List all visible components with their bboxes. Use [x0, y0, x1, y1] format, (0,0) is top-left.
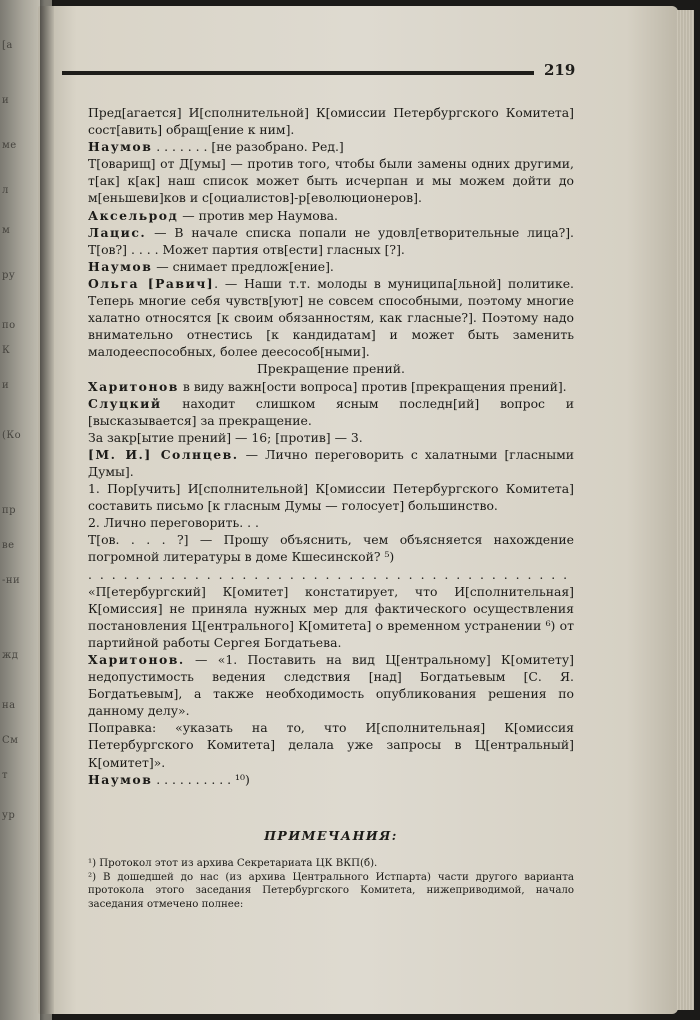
- left-page-fragment: и: [2, 380, 10, 391]
- page-body: [88, 104, 574, 788]
- left-page-fragment: [а: [2, 40, 13, 51]
- speaker-name: Ольга [Равич]: [88, 275, 215, 291]
- paragraph: [88, 531, 574, 565]
- paragraph: [88, 258, 574, 275]
- paragraph-text: — «1. Поставить на вид Ц[ентральному] К[омитету] недопустимость ведения следствия [над] Богдатьевым [С. Я. Богдатьевым], а также необходимость опубликования решения по данному делу».: [88, 652, 574, 719]
- paragraph-text: — В начале списка попали не удовл[етворительные лица?]. Т[ов?] . . . . Может партия отв[ести] гласных [?].: [88, 224, 574, 257]
- paragraph-text: находит слишком ясным последн[ий] вопрос и [высказывается] за прекращение.: [88, 395, 574, 428]
- paragraph-text: — снимает предлож[ение].: [152, 258, 334, 274]
- paragraph: [88, 583, 574, 651]
- left-page-fragment: на: [2, 700, 16, 711]
- page-number: 219: [544, 61, 576, 79]
- paragraph: [88, 771, 574, 788]
- paragraph: [88, 429, 574, 446]
- paragraph-text: . . . . . . . . . . ¹⁰): [152, 771, 250, 787]
- left-page-fragment: жд: [2, 650, 19, 661]
- book-gutter: [40, 0, 54, 1020]
- speaker-name: Аксельрод: [88, 207, 179, 223]
- paragraph: [88, 566, 574, 583]
- paragraph-text: «П[етербургский] К[омитет] констатирует, что И[сполнительная] К[омиссия] не приняла нужных мер для фактического осуществления постановления Ц[ентрального] К[омитета] о временном устранении ⁶) от партийной работы Сергея Богдатьева.: [88, 583, 574, 650]
- speaker-name: Харитонов: [88, 378, 179, 394]
- left-page-fragment: т: [2, 770, 9, 781]
- paragraph: [88, 378, 574, 395]
- left-page-fragment: ме: [2, 140, 17, 151]
- speaker-name: [М. И.] Солнцев.: [88, 446, 239, 462]
- paragraph: [88, 651, 574, 719]
- footnote: ²) В дошедшей до нас (из архива Центрального Истпарта) части другого варианта протокола этого заседания Петербургского Комитета, нижеприводимой, начало заседания отмечено полнее:: [88, 871, 574, 910]
- paragraph-text: — против мер Наумова.: [178, 207, 338, 223]
- paragraph: [88, 224, 574, 258]
- header-rule: [62, 71, 534, 75]
- speaker-name: Лацис.: [88, 224, 147, 240]
- left-page-fragment: -ни: [2, 575, 21, 586]
- paragraph: [88, 207, 574, 224]
- speaker-name: Наумов: [88, 139, 153, 155]
- left-page-fragment: по: [2, 320, 16, 331]
- left-page-fragment: См: [2, 735, 19, 746]
- paragraph-text: Пред[агается] И[сполнительной] К[омиссии Петербургского Комитета] сост[авить] обращ[ение к ним].: [88, 105, 574, 138]
- paragraph: [88, 155, 574, 206]
- paragraph-text: 1. Пор[учить] И[сполнительной] К[омиссии Петербургского Комитета] составить письмо [к гласным Думы — голосует] большинство.: [88, 481, 574, 514]
- paragraph-text: . . . . . . . [не разобрано. Ред.]: [152, 139, 344, 155]
- paragraph-text: Прекращение прений.: [256, 361, 405, 377]
- paragraph-text: . . . . . . . . . . . . . . . . . . . . . . . . . . . . . . . . . . . . . . . . .: [88, 566, 570, 582]
- paragraph-text: — Лично переговорить с халатными [гласными Думы].: [88, 446, 574, 479]
- speaker-name: Наумов: [88, 771, 153, 787]
- paragraph-text: Т[ов. . . . ?] — Прошу объяснить, чем объясняется нахождение погромной литературы в доме Кшесинской? ⁵): [88, 532, 574, 565]
- notes-title: ПРИМЕЧАНИЯ:: [264, 828, 398, 843]
- left-page-fragment: ру: [2, 270, 16, 281]
- left-page-fragment: ур: [2, 810, 16, 821]
- left-page-fragment: К: [2, 345, 11, 356]
- paragraph-text: . — Наши т.т. молоды в муниципа[льной] политике. Теперь многие себя чувств[уют] не совсем способными, поэтому многие халатно относятся [к своим обязанностям, как гласные?]. Поэтому надо внимательно отнестись [к кандидатам] и может быть заменить малодееспособных, более деесособ[ными].: [88, 275, 574, 360]
- paragraph: [88, 275, 574, 360]
- paragraph-text: За закр[ытие прений] — 16; [против] — 3.: [88, 429, 363, 445]
- paragraph-text: Т[оварищ] от Д[умы] — против того, чтобы были замены одних другими, т[ак] к[ак] наш список может быть исчерпан и мы можем дойти до м[еньшеви]ков и с[оциалистов]-р[еволюционеров].: [88, 156, 574, 206]
- paragraph-text: 2. Лично переговорить. . .: [88, 515, 259, 531]
- footnote: ¹) Протокол этот из архива Секретариата ЦК ВКП(б).: [88, 858, 378, 869]
- left-page-fragment: м: [2, 225, 11, 236]
- left-page-fragment: ве: [2, 540, 15, 551]
- speaker-name: Харитонов.: [88, 652, 185, 667]
- paragraph-text: Поправка: «указать на то, что И[сполнительная] К[омиссия Петербургского Комитета] делала уже запросы в Ц[ентральный] К[омитет]».: [88, 720, 574, 770]
- paragraph: [88, 360, 574, 377]
- paragraph: [88, 104, 574, 138]
- left-page-fragment: пр: [2, 505, 17, 516]
- page-stack-edge: [676, 10, 694, 1010]
- left-page-fragment: (Ко: [2, 430, 22, 441]
- left-page-fragment: л: [2, 185, 9, 196]
- paragraph: [88, 514, 574, 531]
- paragraph: [88, 446, 574, 480]
- speaker-name: Наумов: [88, 258, 153, 274]
- paragraph: [88, 719, 574, 770]
- paragraph: [88, 395, 574, 429]
- paragraph: [88, 480, 574, 514]
- notes-section: [88, 857, 574, 911]
- speaker-name: Слуцкий: [88, 395, 162, 411]
- left-page-fragment: и: [2, 95, 10, 106]
- paragraph-text: в виду важн[ости вопроса] против [прекращения прений].: [178, 378, 567, 394]
- paragraph: [88, 138, 574, 155]
